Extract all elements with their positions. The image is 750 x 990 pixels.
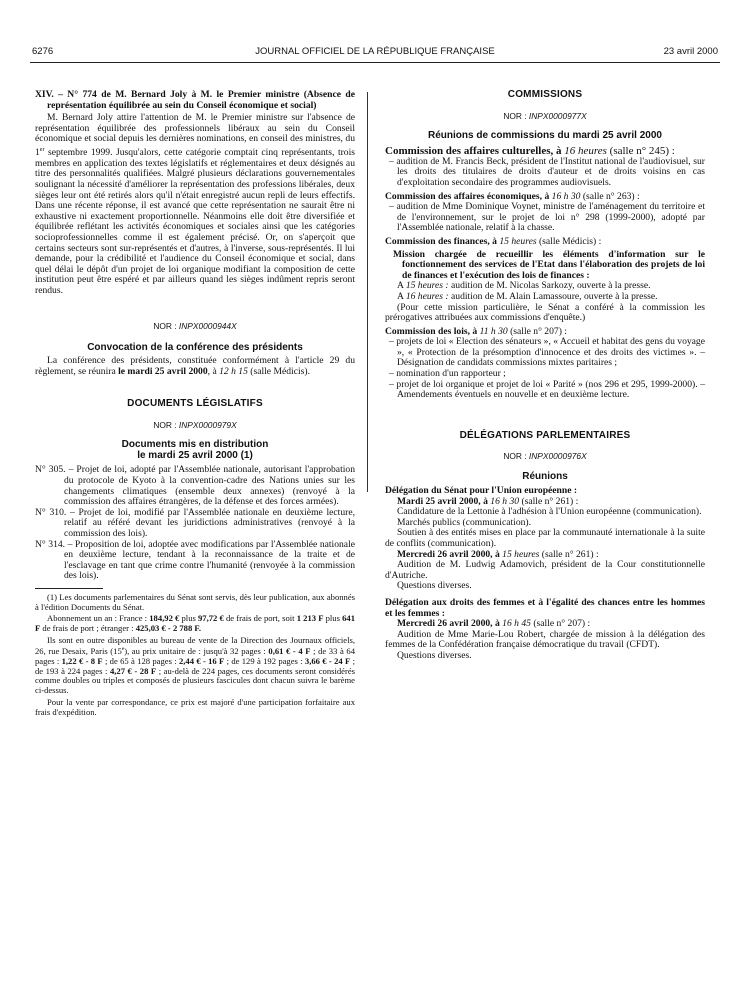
session-time: 16 h 45 xyxy=(502,618,531,630)
document-item: N° 310. – Projet de loi, modifié par l'Assemblée nationale en deuxième lecture, relatif au référé devant les juridictions administratives (renvoyé à la commission des lois). xyxy=(35,506,355,539)
documents-list xyxy=(35,465,355,582)
mission-title: Mission chargée de recueillir les éléments d'information sur le fonctionnement des services de l'Etat dans l'élaboration des projets de loi de finances et l'exécution des lois de finances : xyxy=(393,248,705,281)
fn-text: ; au-delà de 224 pages, ces documents seront considérés comme doubles ou triples et composés de plusieurs fascicules dont chacun suivra le barème ci-dessus. xyxy=(35,665,355,696)
question-title: XIV. – N° 774 de M. Bernard Joly à M. le Premier ministre (Absence de représentation équilibrée au sein du Conseil économique et social) xyxy=(35,89,355,111)
fn-sup: e xyxy=(121,646,125,653)
convocation-text-part: La conférence des présidents, constituée conformément à l'article 29 du règlement, se réunira xyxy=(35,355,355,377)
nor-reference xyxy=(35,420,355,431)
session-item: Questions diverses. xyxy=(397,649,472,661)
session-item: Questions diverses. xyxy=(397,580,472,592)
session-date: Mardi 25 avril 2000, à xyxy=(397,495,491,507)
commission-room: (salle Médicis) : xyxy=(536,235,602,247)
question-body xyxy=(35,113,355,296)
agenda-item: – nomination d'un rapporteur ; xyxy=(389,368,506,380)
agenda-text: audition de M. Nicolas Sarkozy, ouverte à la presse. xyxy=(448,280,651,292)
session-item: Audition de M. Ludwig Adamovich, président de la Cour constitutionnelle d'Autriche. xyxy=(385,559,705,581)
section-title-delegations: DÉLÉGATIONS PARLEMENTAIRES xyxy=(459,429,631,441)
fn-price: 0,61 € - 4 F xyxy=(268,646,311,657)
fn-text: Ils sont en outre disponibles au bureau de vente de la Direction des Journaux officiels, 26, rue Desaix, Paris (15 xyxy=(35,634,355,657)
nor-reference xyxy=(385,111,705,122)
nor-code: INPX0000976X xyxy=(528,451,587,462)
convocation-text-part: (salle Médicis). xyxy=(247,365,310,377)
session-item: Soutien à des entités mises en place par la communauté internationale à la suite de conflits (communication). xyxy=(385,527,705,549)
fn-text: Abonnement un an : France : xyxy=(47,613,150,624)
footnote-paragraph: Pour la vente par correspondance, ce prix est majoré d'une participation forfaitaire aux frais d'expédition. xyxy=(35,696,355,717)
convocation-text xyxy=(35,356,355,377)
fn-price: 3,66 € - 24 F xyxy=(304,656,351,667)
commission-name: Commission des affaires économiques, à xyxy=(385,190,552,202)
agenda-text: audition de M. Alain Lamassoure, ouverte à la presse. xyxy=(448,290,658,302)
agenda-item: – audition de M. Francis Beck, président de l'Institut national de l'audiovisuel, sur les droits des titulaires de droits d'auteur et de droits voisins en cas d'exploitation secondaire des programmes audiovisuels. xyxy=(389,155,705,188)
nor-reference xyxy=(385,451,705,462)
issue-date: 23 avril 2000 xyxy=(663,46,718,57)
header-rule xyxy=(30,62,720,63)
question-body-part: M. Bernard Joly attire l'attention de M. le Premier ministre sur l'absence de représentation équilibrée des professionnels libéraux au sein du Conseil économique et social depuis les dernières nominations, en conseil des ministres, du 1 xyxy=(35,112,355,159)
nor-code: INPX0000944X xyxy=(178,321,237,332)
fn-price: 184,92 € xyxy=(149,613,180,624)
commissions-subtitle: Réunions de commissions du mardi 25 avril 2000 xyxy=(428,130,662,142)
document-item: N° 314. – Proposition de loi, adoptée avec modifications par l'Assemblée nationale en deuxième lecture, tendant à la reconnaissance de la traite et de l'esclavage en tant que crime contre l'humanité (renvoyée à la commission des lois). xyxy=(35,538,355,582)
session-date: Mercredi 26 avril 2000, à xyxy=(397,618,503,630)
agenda-note: (Pour cette mission particulière, le Sénat a conféré à la commission les prérogatives attribuées aux commissions d'enquête.) xyxy=(385,301,705,324)
fn-price: 97,72 € xyxy=(198,613,224,624)
footnote-paragraph xyxy=(35,636,355,696)
session-item: Candidature de la Lettonie à l'adhésion à l'Union européenne (communication). xyxy=(397,506,702,518)
commission-name: Commission des finances, à xyxy=(385,235,500,247)
page-number: 6276 xyxy=(32,46,54,57)
column-divider xyxy=(367,92,368,492)
question-body-sup: er xyxy=(39,146,45,153)
commission-finances xyxy=(385,237,705,248)
convocation-date: le mardi 25 avril 2000 xyxy=(118,365,208,377)
agenda-item: – projets de loi « Election des sénateurs », « Accueil et habitat des gens du voyage », « Protection de la présomption d'innocence et des droits des victimes ». – Désignation de candidats commissions mixtes paritaires ; xyxy=(389,336,705,369)
footnote-paragraph: (1) Les documents parlementaires du Sénat sont servis, dès leur publication, aux abonnés à l'édition Documents du Sénat. xyxy=(35,591,355,612)
footnote-paragraph xyxy=(35,614,355,633)
fn-text: ; de 193 à 224 pages : xyxy=(35,656,355,676)
running-header xyxy=(30,40,720,62)
agenda-item xyxy=(385,292,705,303)
commission-time: 16 heures xyxy=(564,145,607,158)
agenda-time: 16 heures : xyxy=(405,290,449,302)
nor-label: NOR : xyxy=(503,451,527,462)
fn-text: ; de 33 à 64 pages : xyxy=(35,646,355,667)
session-time: 16 h 30 xyxy=(490,495,520,507)
agenda-prefix: A xyxy=(397,280,406,292)
question-body-part: septembre 1999. Jusqu'alors, cette catégorie comptait cinq représentants, trois membres en application des textes législatifs et réglementaires et deux désignés au titre des personnalités qualifiées. Malgré plusieurs déclarations gouvernementales soulignant la nécessité d'améliorer la représentation des professions libérales, deux sièges leur ont été retirés alors qu'il n'était enregistré aucun repli de leurs effectifs. Dans une récente réponse, il est avancé que cette représentation ne saurait être ni exhaustive ni exactement proportionnelle. Néanmoins elle doit être diversifiée et équilibrée reflétant les activités économiques et sociales ainsi que les catégories socioprofessionnelles comme il est également précisé. Or, on s'aperçoit que certains secteurs sont sur-représentés et d'autres, à l'inverse, sous-représentés. Il lui demande, pour la crédibilité et l'audience du Conseil économique et social, dans quel délai le dépôt d'un projet de loi organique modifiant la composition de cette institution peut être espéré et par ailleurs quand les sièges indûment repris seront rendus. xyxy=(35,147,355,296)
agenda-time: 15 heures : xyxy=(405,280,449,292)
fn-price: 1,22 € - 8 F xyxy=(61,656,103,667)
left-column xyxy=(35,90,355,717)
delegations-subtitle: Réunions xyxy=(522,471,568,483)
fn-price: 641 F xyxy=(35,613,355,634)
convocation-text-part: , à xyxy=(207,365,220,377)
fn-text: de frais de port ; étranger : xyxy=(40,623,136,634)
commission-room: (salle n° 263) : xyxy=(580,190,640,202)
convocation-title: Convocation de la conférence des présidents xyxy=(87,342,303,354)
journal-title: JOURNAL OFFICIEL DE LA RÉPUBLIQUE FRANÇAISE xyxy=(255,46,495,57)
fn-price: 2,44 € - 16 F xyxy=(178,656,225,667)
commission-name: Commission des affaires culturelles, à xyxy=(385,145,565,158)
fn-text: de frais de port, soit xyxy=(223,613,297,624)
documents-subtitle: le mardi 25 avril 2000 (1) xyxy=(137,450,253,462)
commission-room: (salle n° 245) : xyxy=(606,145,675,158)
right-column xyxy=(385,90,705,662)
section-title-commissions: COMMISSIONS xyxy=(507,89,583,100)
fn-price: 4,27 € - 28 F xyxy=(109,665,157,676)
journal-page xyxy=(30,40,720,980)
footnote-rule xyxy=(35,588,103,589)
nor-reference xyxy=(35,321,355,332)
nor-label: NOR : xyxy=(153,419,177,430)
fn-text: ), au prix unitaire de : jusqu'à 32 pages : xyxy=(124,646,269,657)
nor-label: NOR : xyxy=(503,110,527,121)
session-date: Mercredi 26 avril 2000, à xyxy=(397,548,503,560)
fn-price: 1 213 F xyxy=(296,613,324,624)
fn-text: plus xyxy=(179,613,198,624)
documents-subtitle: Documents mis en distribution xyxy=(121,439,269,451)
fn-text: plus xyxy=(323,613,343,624)
nor-label: NOR : xyxy=(153,321,177,332)
session-time: 15 heures xyxy=(502,548,540,560)
agenda-item: – audition de Mme Dominique Voynet, ministre de l'aménagement du territoire et de l'environnement, sur le projet de loi n° 298 (1999-2000), adopté par l'Assemblée nationale, relatif à la chasse. xyxy=(389,201,705,234)
fn-text: ; de 129 à 192 pages : xyxy=(224,656,305,667)
commission-time: 16 h 30 xyxy=(551,190,581,202)
nor-code: INPX0000979X xyxy=(178,419,237,430)
agenda-prefix: A xyxy=(397,290,406,302)
document-item: N° 305. – Projet de loi, adopté par l'Assemblée nationale, autorisant l'approbation du protocole de Kyoto à la convention-cadre des Nations unies sur les changements climatiques (ensemble deux annexes) (renvoyé à la commission des affaires étrangères, de la défense et des forces armées). xyxy=(35,464,355,508)
nor-code: INPX0000977X xyxy=(528,110,587,121)
fn-text: ; de 65 à 128 pages : xyxy=(102,656,179,667)
session-room: (salle n° 207) : xyxy=(530,618,591,630)
delegation-femmes-name: Délégation aux droits des femmes et à l'égalité des chances entre les hommes et les femmes : xyxy=(385,596,705,619)
convocation-time: 12 h 15 xyxy=(219,365,248,377)
commission-time: 15 heures xyxy=(499,235,537,247)
commission-name: Commission des lois, à xyxy=(385,325,480,337)
fn-price: 425,03 € - 2 788 F. xyxy=(135,623,202,634)
session-room: (salle n° 261) : xyxy=(519,495,579,507)
session-room: (salle n° 261) : xyxy=(539,548,599,560)
commission-time: 11 h 30 xyxy=(479,325,508,337)
session-item: Marchés publics (communication). xyxy=(397,516,532,528)
section-title-documents: DOCUMENTS LÉGISLATIFS xyxy=(127,398,263,410)
session-item: Audition de Mme Marie-Lou Robert, chargée de mission à la délégation des femmes de la Confédération française démocratique du travail (CFDT). xyxy=(385,628,705,651)
footnote xyxy=(35,593,355,717)
agenda-item: – projet de loi organique et projet de loi « Parité » (nos 296 et 295, 1999-2000). – Amendements éventuels en nouvelle et en deuxième lecture. xyxy=(389,378,705,401)
commission-room: (salle n° 207) : xyxy=(507,325,567,337)
delegation-ue-name: Délégation du Sénat pour l'Union européenne : xyxy=(385,485,578,497)
